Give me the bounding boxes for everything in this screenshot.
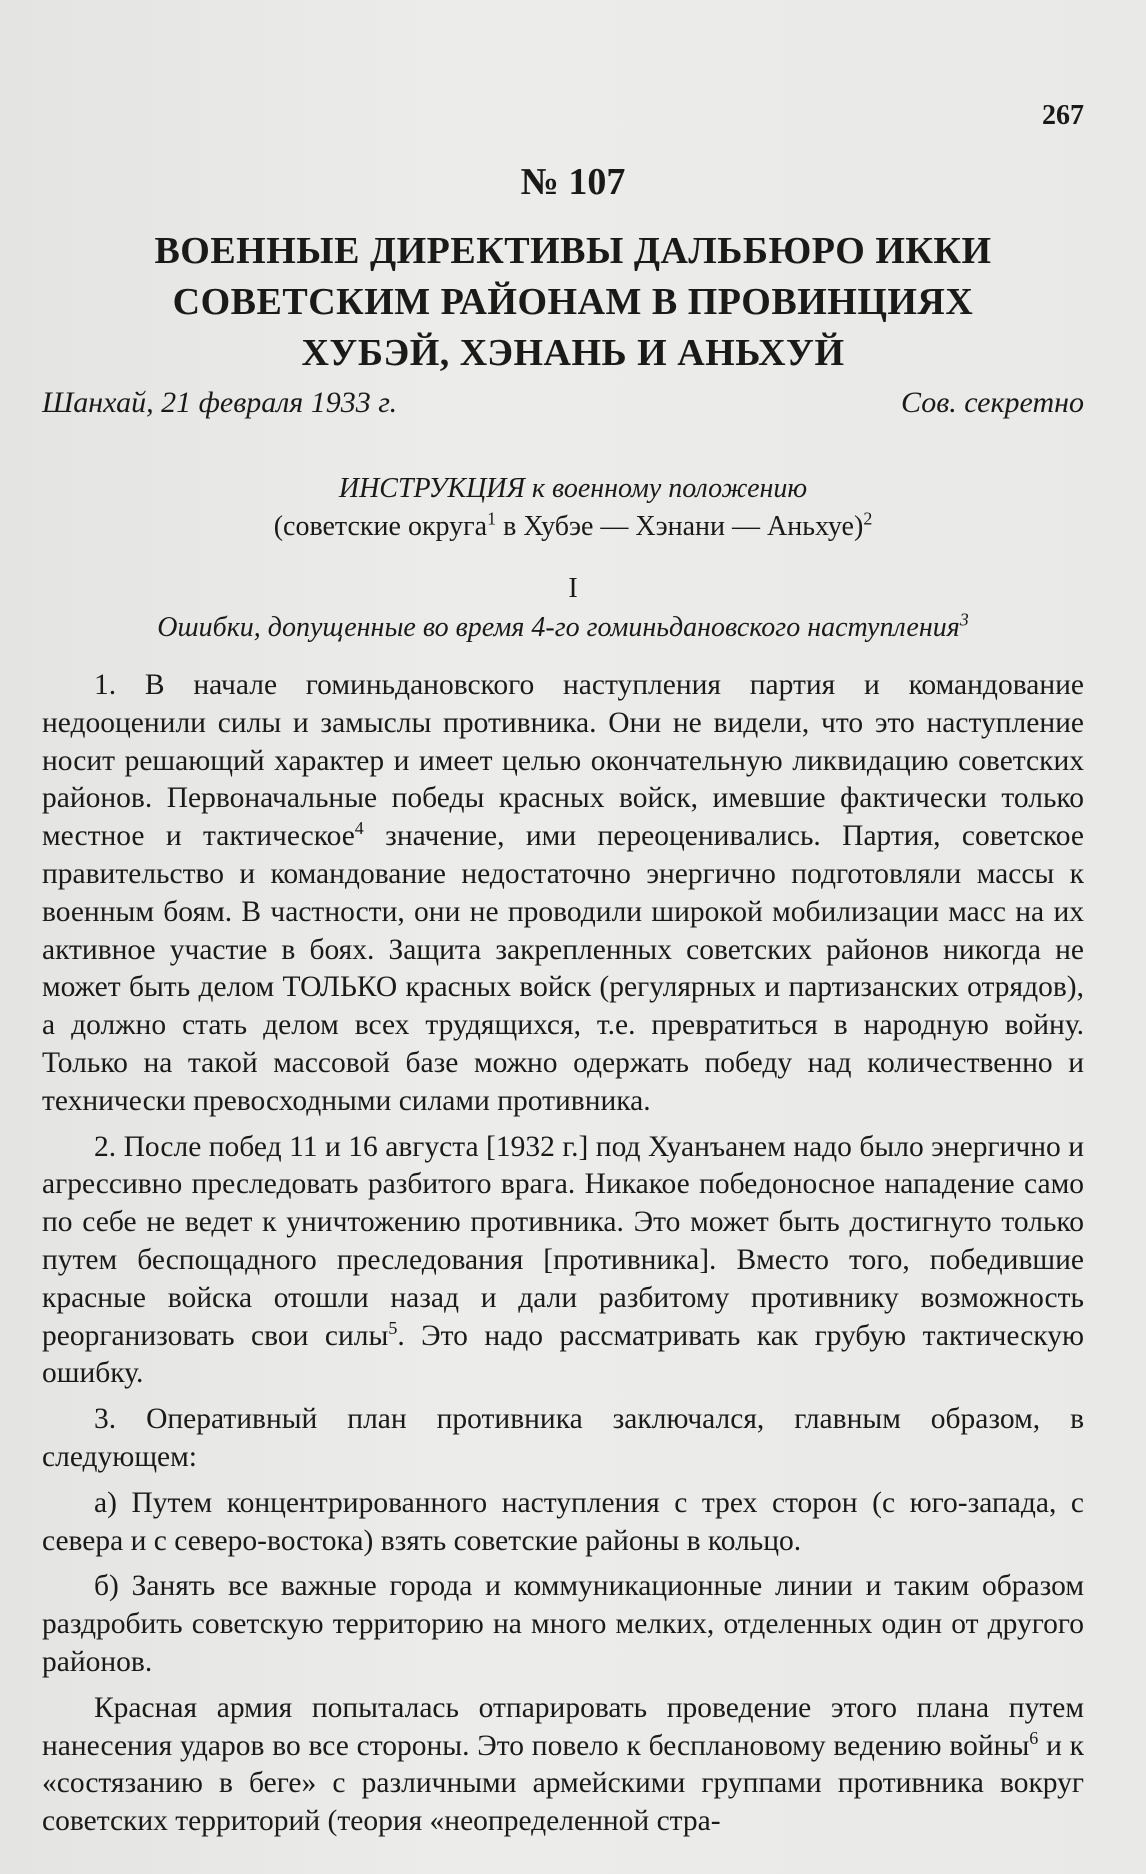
document-meta — [42, 386, 1084, 420]
paragraph-4 — [42, 1690, 1084, 1841]
paragraph-1-b: значение, ими переоценивались. Партия, советское правительство и командование недостаточно энергично подготовляли массы к военным боям. В частности, они не проводили широкой мобилизации масс на их активное участие в боях. Защита закрепленных советских районов никогда не может быть делом ТОЛЬКО красных войск (регулярных и партизанских отрядов), а должно стать делом всех трудящихся, т.е. превратиться в народную войну. Только на такой массовой базе можно одержать победу над количественно и технически превосходными силами противника. — [42, 820, 1084, 1117]
paragraph-2-a: 2. После побед 11 и 16 августа [1932 г.] под Хуанъанем надо было энергично и агрессивно преследовать разбитого врага. Никакое победоносное нападение само по себе не ведет к уничтожению противника. Это может быть достигнуто только путем беспощадного преследования [противника]. Вместо того, победившие красные войска отошли назад и дали разбитому противнику возможность реорганизовать свои силы — [42, 1130, 1084, 1352]
footnote-ref-6: 6 — [1029, 1727, 1039, 1748]
paragraph-2 — [42, 1129, 1084, 1394]
title-line-2: СОВЕТСКИМ РАЙОНАМ В ПРОВИНЦИЯХ — [172, 281, 974, 323]
page-number: 267 — [1042, 100, 1084, 131]
paragraph-1 — [42, 667, 1084, 1121]
instruction-subtitle-a: (советские округа — [273, 511, 488, 542]
paragraph-2-b: . Это надо рассматривать как грубую тактическую ошибку. — [42, 1319, 1085, 1390]
footnote-ref-4: 4 — [354, 818, 364, 839]
classification-label: Сов. секретно — [901, 386, 1084, 419]
instruction-subtitle — [0, 508, 1146, 546]
paragraph-4-a: Красная армия попыталась отпарировать проведение этого плана путем нанесения ударов во все стороны. Это повело к бесплановому ведению войны — [42, 1691, 1084, 1762]
instruction-title: ИНСТРУКЦИЯ к военному положению — [338, 473, 808, 504]
section-number: I — [568, 573, 578, 604]
footnote-ref-5: 5 — [388, 1317, 398, 1338]
title-line-1: ВОЕННЫЕ ДИРЕКТИВЫ ДАЛЬБЮРО ИККИ — [154, 230, 992, 272]
paragraph-1-a: 1. В начале гоминьдановского наступления партия и командование недооценили силы и замыслы противника. Они не видели, что это наступление носит решающий характер и имеет целью окончательную ликвидацию советских районов. Первоначальные победы красных войск, имевшие фактически только местное и тактическое — [42, 669, 1084, 853]
paragraph-3: 3. Оперативный план противника заключался, главным образом, в следующем: — [42, 1403, 1084, 1473]
document-number: № 107 — [520, 161, 626, 203]
document-title — [90, 226, 1056, 379]
instruction-heading — [0, 470, 1146, 546]
footnote-ref-2: 2 — [863, 508, 873, 529]
title-line-3: ХУБЭЙ, ХЭНАНЬ И АНЬХУЙ — [301, 332, 845, 374]
paragraph-4-b: и к «состязанию в беге» с различными армейскими группами противника вокруг советских территорий (теория «неопределенной стра- — [42, 1729, 1084, 1838]
footnote-ref-1: 1 — [487, 508, 497, 529]
section-title — [42, 609, 1084, 644]
instruction-subtitle-b: в Хубэе — Хэнани — Аньхуе) — [496, 511, 864, 542]
section-title-text: Ошибки, допущенные во время 4-го гоминьдановского наступления — [157, 612, 960, 643]
footnote-ref-3: 3 — [959, 609, 969, 630]
place-date: Шанхай, 21 февраля 1933 г. — [42, 386, 398, 419]
body-text — [42, 667, 1084, 1841]
paragraph-3b: б) Занять все важные города и коммуникационные линии и таким образом раздробить советскую территорию на много мелких, отделенных один от другого районов. — [42, 1570, 1084, 1678]
paragraph-3a: а) Путем концентрированного наступления с трех сторон (с юго-запада, с севера и с северо-востока) взять советские районы в кольцо. — [42, 1486, 1084, 1557]
